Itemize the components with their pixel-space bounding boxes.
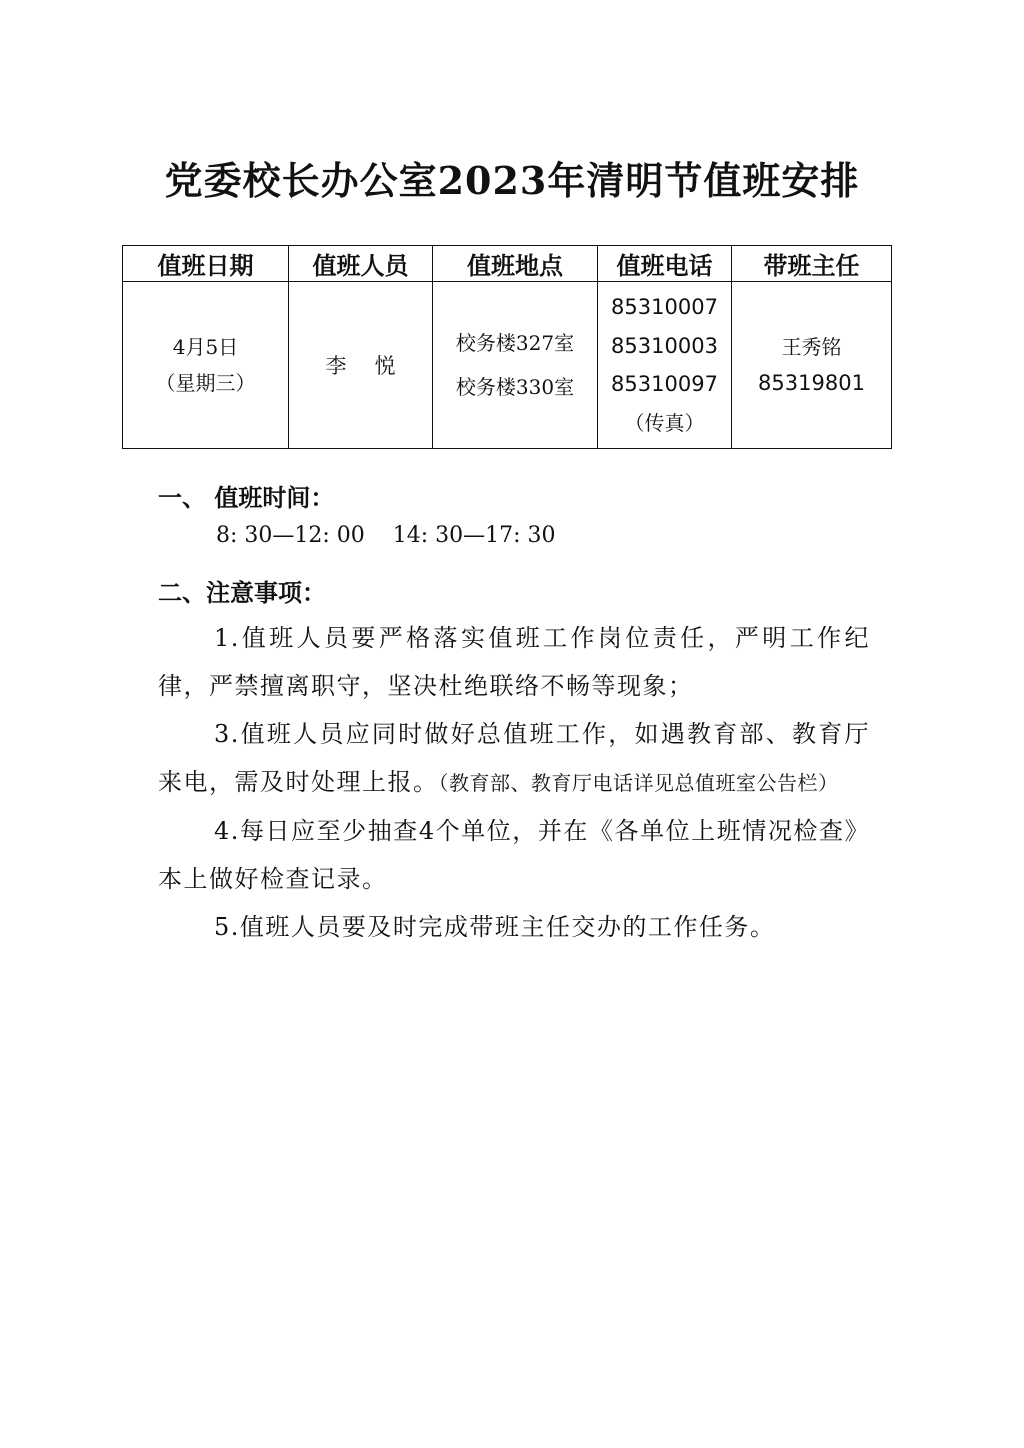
leader-name: 王秀铭 [781, 335, 842, 359]
cell-location [433, 282, 598, 449]
note-item-text: 3.值班人员应同时做好总值班工作，如遇教育部、教育厅来电，需及时处理上报。 [158, 720, 870, 796]
header-duty-date: 值班日期 [123, 246, 289, 282]
section-notes-heading: 二、注意事项： [158, 579, 326, 607]
header-duty-location: 值班地点 [433, 246, 598, 282]
phone-number: 85310003 [611, 333, 718, 358]
cell-date [123, 282, 289, 449]
duty-schedule-table [122, 245, 892, 449]
header-duty-person: 值班人员 [289, 246, 433, 282]
date-day: 4月5日 [172, 335, 239, 359]
section-duty-time-heading: 一、 值班时间： [158, 484, 335, 512]
table-row [123, 282, 892, 449]
leader-phone: 85319801 [758, 371, 865, 395]
date-weekday: （星期三） [155, 371, 256, 395]
notes-list [158, 614, 870, 951]
cell-phone [598, 282, 732, 449]
cell-person [289, 282, 433, 449]
note-item: 5.值班人员要及时完成带班主任交办的工作任务。 [214, 913, 776, 941]
phone-number: 85310007 [611, 295, 718, 319]
note-item: 1.值班人员要严格落实值班工作岗位责任，严明工作纪律，严禁擅离职守，坚决杜绝联络不畅等现象； [158, 624, 870, 700]
location-item: 校务楼327室 [455, 331, 575, 355]
header-lead-director: 带班主任 [732, 246, 892, 282]
header-duty-phone: 值班电话 [598, 246, 732, 282]
phone-number: 85310097 [611, 372, 718, 396]
location-item: 校务楼330室 [455, 375, 575, 399]
note-item [158, 710, 870, 807]
table-header-row [123, 246, 892, 282]
document-title: 党委校长办公室2023年清明节值班安排 [164, 158, 860, 203]
note-item-remark: （教育部、教育厅电话详见总值班室公告栏） [438, 771, 839, 795]
note-item: 4.每日应至少抽查4个单位，并在《各单位上班情况检查》本上做好检查记录。 [158, 817, 870, 893]
duty-person-name: 李悦 [325, 354, 424, 378]
duty-time-ranges: 8: 30—12: 00 14: 30—17: 30 [216, 523, 556, 548]
fax-note: （传真） [624, 410, 705, 435]
cell-leader [732, 282, 892, 449]
